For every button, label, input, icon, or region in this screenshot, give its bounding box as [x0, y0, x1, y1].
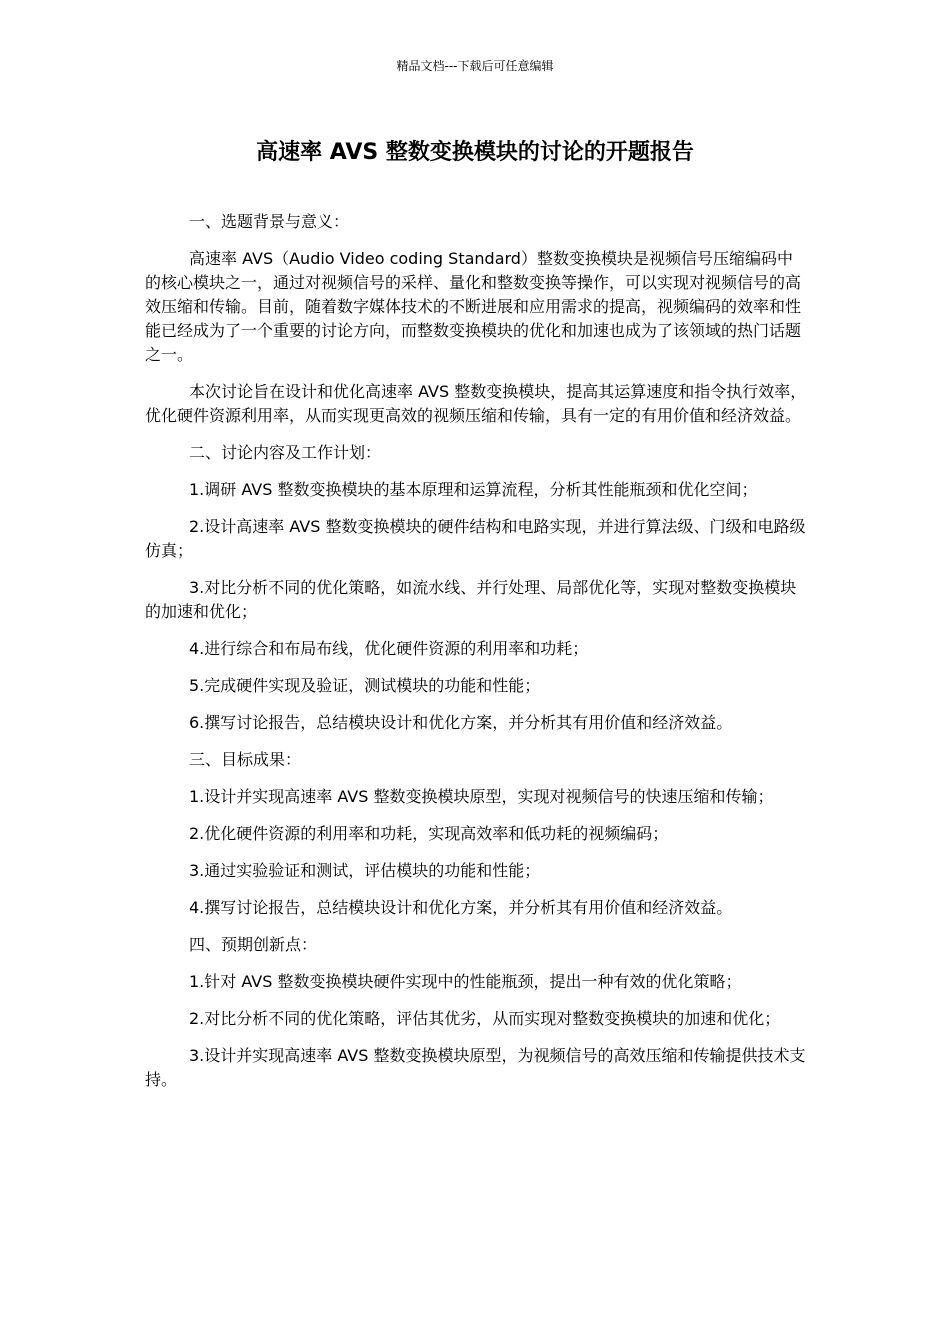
- goal-item-4: 4.撰写讨论报告，总结模块设计和优化方案，并分析其有用价值和经济效益。: [189, 898, 733, 917]
- document-title: 高速率 AVS 整数变换模块的讨论的开题报告: [256, 140, 694, 165]
- paragraph-background-1: 高速率 AVS（Audio Video coding Standard）整数变换模块是视频信号压缩编码中的核心模块之一，通过对视频信号的采样、量化和整数变换等操作，可以实现对视频信号的高效压缩和传输。目前，随着数字媒体技术的不断进展和应用需求的提高，视频编码的效率和性能已经成为了一个重要的讨论方向，而整数变换模块的优化和加速也成为了该领域的热门话题之一。: [145, 249, 802, 364]
- document-body: [145, 210, 807, 1105]
- innovation-item-3: 3.设计并实现高速率 AVS 整数变换模块原型，为视频信号的高效压缩和传输提供技术支持。: [145, 1046, 806, 1089]
- innovation-item-1: 1.针对 AVS 整数变换模块硬件实现中的性能瓶颈，提出一种有效的优化策略；: [189, 972, 742, 991]
- section-heading-background: 一、选题背景与意义：: [189, 212, 350, 231]
- innovation-item-2: 2.对比分析不同的优化策略，评估其优劣，从而实现对整数变换模块的加速和优化；: [189, 1009, 781, 1028]
- section-heading-content-plan: 二、讨论内容及工作计划：: [189, 443, 382, 462]
- section-heading-innovation: 四、预期创新点：: [189, 935, 318, 954]
- plan-item-1: 1.调研 AVS 整数变换模块的基本原理和运算流程，分析其性能瓶颈和优化空间；: [189, 480, 758, 499]
- plan-item-6: 6.撰写讨论报告，总结模块设计和优化方案，并分析其有用价值和经济效益。: [189, 713, 733, 732]
- plan-item-4: 4.进行综合和布局布线，优化硬件资源的利用率和功耗；: [189, 639, 589, 658]
- goal-item-3: 3.通过实验验证和测试，评估模块的功能和性能；: [189, 861, 541, 880]
- plan-item-3: 3.对比分析不同的优化策略，如流水线、并行处理、局部优化等，实现对整数变换模块的加速和优化；: [145, 578, 797, 621]
- plan-item-2: 2.设计高速率 AVS 整数变换模块的硬件结构和电路实现，并进行算法级、门级和电路级仿真；: [145, 517, 806, 560]
- section-heading-goals: 三、目标成果：: [189, 750, 302, 769]
- goal-item-1: 1.设计并实现高速率 AVS 整数变换模块原型，实现对视频信号的快速压缩和传输；: [189, 787, 774, 806]
- paragraph-background-2: 本次讨论旨在设计和优化高速率 AVS 整数变换模块，提高其运算速度和指令执行效率，优化硬件资源利用率，从而实现更高效的视频压缩和传输，具有一定的有用价值和经济效益。: [145, 382, 807, 425]
- goal-item-2: 2.优化硬件资源的利用率和功耗，实现高效率和低功耗的视频编码；: [189, 824, 669, 843]
- page-header: 精品文档---下载后可任意编辑: [396, 59, 554, 73]
- plan-item-5: 5.完成硬件实现及验证，测试模块的功能和性能；: [189, 676, 541, 695]
